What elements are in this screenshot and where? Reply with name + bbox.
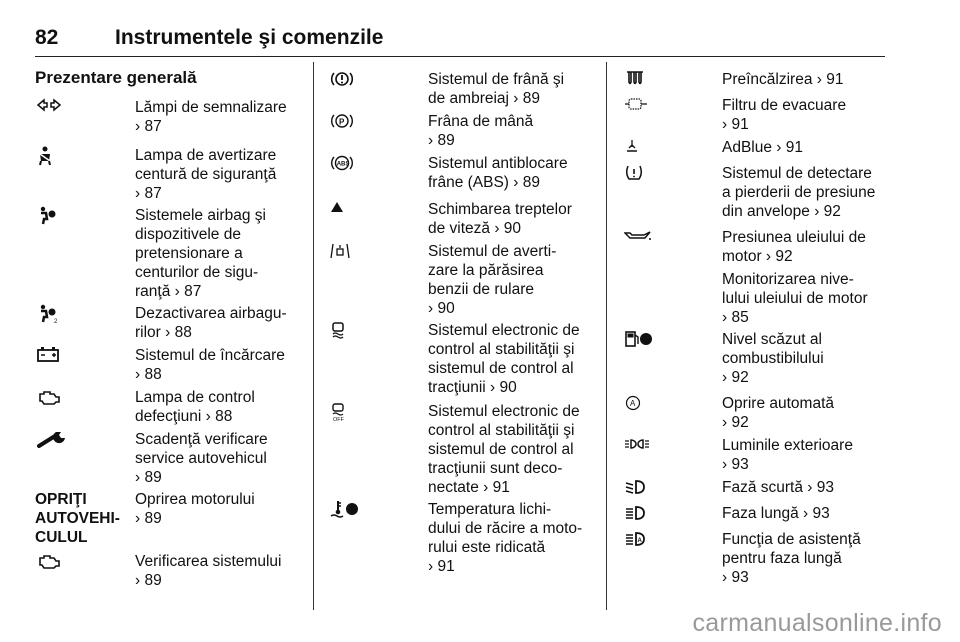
svg-text:A: A xyxy=(630,399,636,408)
section-title: Prezentare generală xyxy=(35,68,197,87)
entry-text: Sistemul electronic de control al stabilităţii şi sistemul de control al tracţiunii sunt deco- nectate › 91 xyxy=(428,403,580,496)
entry-text: AdBlue › 91 xyxy=(722,139,803,156)
adblue-icon xyxy=(624,138,664,154)
entry-text: Sistemul antiblocare frâne (ABS) › 89 xyxy=(428,155,568,191)
column-divider xyxy=(606,62,607,610)
lane-departure-icon xyxy=(330,242,370,260)
exterior-lights-icon xyxy=(624,436,664,452)
page-header xyxy=(35,22,885,57)
entry-text: Verificarea sistemului › 89 xyxy=(135,553,282,589)
entry-text: Oprirea motorului › 89 xyxy=(135,491,255,527)
watermark: carmanualsonline.info xyxy=(692,609,942,637)
page-number: 82 xyxy=(35,26,59,49)
auto-stop-icon xyxy=(624,394,664,412)
high-beam-assist-icon xyxy=(624,530,664,548)
wrench-icon xyxy=(37,430,77,448)
entry-text: Faza lungă › 93 xyxy=(722,505,830,522)
low-beam-icon xyxy=(624,478,664,496)
engine-check-icon xyxy=(37,552,77,570)
brake-icon xyxy=(330,70,370,88)
svg-text:2: 2 xyxy=(54,319,58,324)
turn-signal-icon xyxy=(37,98,77,112)
entry-text: Sistemul de încărcare › 88 xyxy=(135,347,285,383)
column-divider xyxy=(313,62,314,610)
oil-pressure-icon xyxy=(624,228,664,242)
entry-text: Nivel scăzut al combustibilului › 92 xyxy=(722,331,824,386)
entry-text: Presiunea uleiului de motor › 92 xyxy=(722,229,866,265)
stop-vehicle-label: OPRIŢI AUTOVEHI- CULUL xyxy=(35,491,120,546)
entry-text: Preîncălzirea › 91 xyxy=(722,71,844,88)
entry-text: Fază scurtă › 93 xyxy=(722,479,834,496)
entry-text: Lampa de control defecţiuni › 88 xyxy=(135,389,255,425)
entry-text: Sistemul de averti- zare la părăsirea benzii de rulare › 90 xyxy=(428,243,557,317)
tire-pressure-icon xyxy=(624,164,664,182)
airbag-icon xyxy=(37,206,77,226)
entry-text: Sistemul de detectare a pierderii de presiune din anvelope › 92 xyxy=(722,165,876,220)
engine-icon xyxy=(37,388,77,406)
battery-icon xyxy=(37,346,77,362)
entry-text: Lampa de avertizare centură de siguranţă › 87 xyxy=(135,147,277,202)
entry-text: Schimbarea treptelor de viteză › 90 xyxy=(428,201,572,237)
entry-extra-text: Monitorizarea nive- lului uleiului de motor › 85 xyxy=(722,271,868,326)
page-title: Instrumentele şi comenzile xyxy=(115,26,384,49)
entry-text: Scadenţă verificare service autovehicul › 89 xyxy=(135,431,268,486)
seatbelt-icon xyxy=(37,146,77,166)
svg-text:OFF: OFF xyxy=(333,417,344,422)
parking-brake-icon xyxy=(330,112,370,130)
entry-text: Filtru de evacuare › 91 xyxy=(722,97,847,133)
svg-text:A: A xyxy=(637,538,642,544)
airbag-off-icon xyxy=(37,304,77,324)
entry-text: Temperatura lichi- dului de răcire a moto- rului este ridicată › 91 xyxy=(428,501,583,575)
fuel-icon xyxy=(624,330,664,348)
entry-text: Funcţia de asistenţă pentru faza lungă › 93 xyxy=(722,531,861,586)
entry-text: Lămpi de semnalizare › 87 xyxy=(135,99,287,135)
svg-text:ABS: ABS xyxy=(336,161,350,168)
gear-shift-icon xyxy=(330,200,370,214)
esc-off-icon xyxy=(330,402,370,422)
entry-text: Oprire automată › 92 xyxy=(722,395,834,431)
entry-text: Sistemul electronic de control al stabilităţii şi sistemul de control al tracţiunii › 90 xyxy=(428,322,580,396)
high-beam-icon xyxy=(624,504,664,522)
abs-icon xyxy=(330,154,370,172)
esc-icon xyxy=(330,321,370,339)
glow-plug-icon xyxy=(624,70,664,86)
entry-text: Sistemele airbag şi dispozitivele de pretensionare a centurilor de sigu- ranţă › 87 xyxy=(135,207,266,300)
exhaust-filter-icon xyxy=(624,96,664,112)
coolant-temp-icon xyxy=(330,500,370,518)
entry-text: Luminile exterioare › 93 xyxy=(722,437,853,473)
svg-text:P: P xyxy=(339,117,345,127)
entry-text: Dezactivarea airbagu- rilor › 88 xyxy=(135,305,287,341)
entry-text: Frâna de mână › 89 xyxy=(428,113,534,149)
entry-text: Sistemul de frână şi de ambreiaj › 89 xyxy=(428,71,565,107)
